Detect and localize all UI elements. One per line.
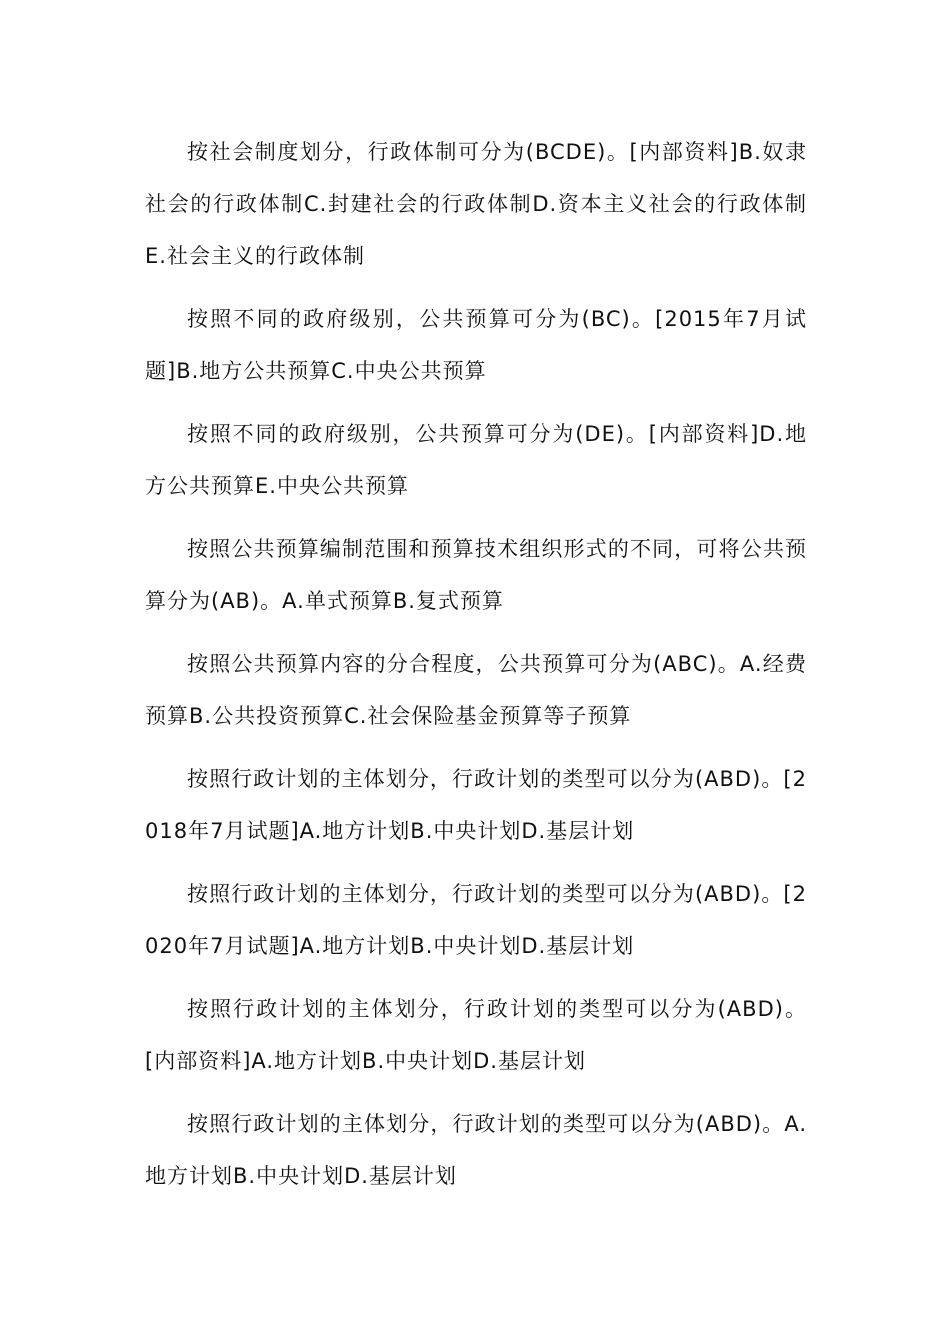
paragraph: 按照行政计划的主体划分，行政计划的类型可以分为(ABD)。[内部资料]A.地方计划B.中央计划D.基层计划 <box>145 997 807 1073</box>
paragraph: 按照公共预算编制范围和预算技术组织形式的不同，可将公共预算分为(AB)。A.单式预算B.复式预算 <box>145 537 807 613</box>
paragraph: 按照行政计划的主体划分，行政计划的类型可以分为(ABD)。[2018年7月试题]A.地方计划B.中央计划D.基层计划 <box>145 767 807 843</box>
paragraph: 按照不同的政府级别，公共预算可分为(BC)。[2015年7月试题]B.地方公共预算C.中央公共预算 <box>145 307 807 383</box>
paragraph: 按照不同的政府级别，公共预算可分为(DE)。[内部资料]D.地方公共预算E.中央公共预算 <box>145 422 807 498</box>
paragraph: 按社会制度划分，行政体制可分为(BCDE)。[内部资料]B.奴隶社会的行政体制C.封建社会的行政体制D.资本主义社会的行政体制E.社会主义的行政体制 <box>145 140 807 268</box>
paragraph: 按照行政计划的主体划分，行政计划的类型可以分为(ABD)。[2020年7月试题]A.地方计划B.中央计划D.基层计划 <box>145 882 807 958</box>
paragraph: 按照行政计划的主体划分，行政计划的类型可以分为(ABD)。A.地方计划B.中央计划D.基层计划 <box>145 1112 807 1188</box>
document-body <box>145 126 807 1213</box>
paragraph: 按照公共预算内容的分合程度，公共预算可分为(ABC)。A.经费预算B.公共投资预算C.社会保险基金预算等子预算 <box>145 652 807 728</box>
